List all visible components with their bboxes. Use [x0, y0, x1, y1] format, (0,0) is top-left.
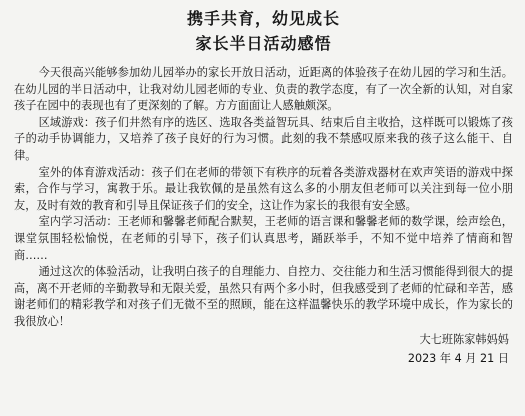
- paragraph-indoor-learning: 室内学习活动：王老师和馨馨老师配合默契，王老师的语言课和馨馨老师的数学课，绘声绘色，课堂氛围轻松愉悦，在老师的引导下，孩子们认真思考，踊跃举手，不知不觉中培养了情商和智商……: [14, 215, 513, 262]
- document-title: 携手共育，幼见成长: [186, 9, 340, 28]
- paragraph-outdoor-sports: 室外的体育游戏活动：孩子们在老师的带领下有秩序的玩着各类游戏器材在欢声笑语的游戏中探索，合作与学习，寓教于乐。最让我钦佩的是虽然有这么多的小朋友但老师可以关注到每一位小朋友，及时有效的教育和引导且保证孩子们的安全，这让作为家长的我很有安全感。: [14, 165, 513, 212]
- document-subtitle: 家长半日活动感悟: [195, 34, 332, 53]
- signature: 大七班陈家韩妈妈: [419, 332, 509, 346]
- paragraph-intro: 今天很高兴能够参加幼儿园举办的家长开放日活动，近距离的体验孩子在幼儿园的学习和生活。在幼儿园的半日活动中，让我对幼儿园老师的专业、负责的教学态度，有了一次全新的认知，对自家孩子在园中的表现也有了更深刻的了解。方方面面让人感触颇深。: [14, 66, 513, 113]
- paragraph-conclusion: 通过这次的体验活动，让我明白孩子的自理能力、自控力、交往能力和生活习惯能得到很大的提高，离不开老师的辛勤教导和无限关爱，虽然只有两个多小时，但我感受到了老师的忙碌和辛苦，感谢老师们的精彩教学和对孩子们无微不至的照顾，能在这样温馨快乐的教学环境中成长，作为家长的我很放心！: [14, 265, 513, 328]
- paragraph-area-games: 区域游戏：孩子们井然有序的选区、选取各类益智玩具、结束后自主收拾，这样既可以锻炼了孩子的动手协调能力，又培养了孩子良好的行为习惯。此刻的我不禁感叹原来我的孩子这么能干、自律。: [14, 115, 513, 162]
- document-body: [14, 65, 513, 331]
- signature-date: 2023 年 4 月 21 日: [407, 351, 509, 365]
